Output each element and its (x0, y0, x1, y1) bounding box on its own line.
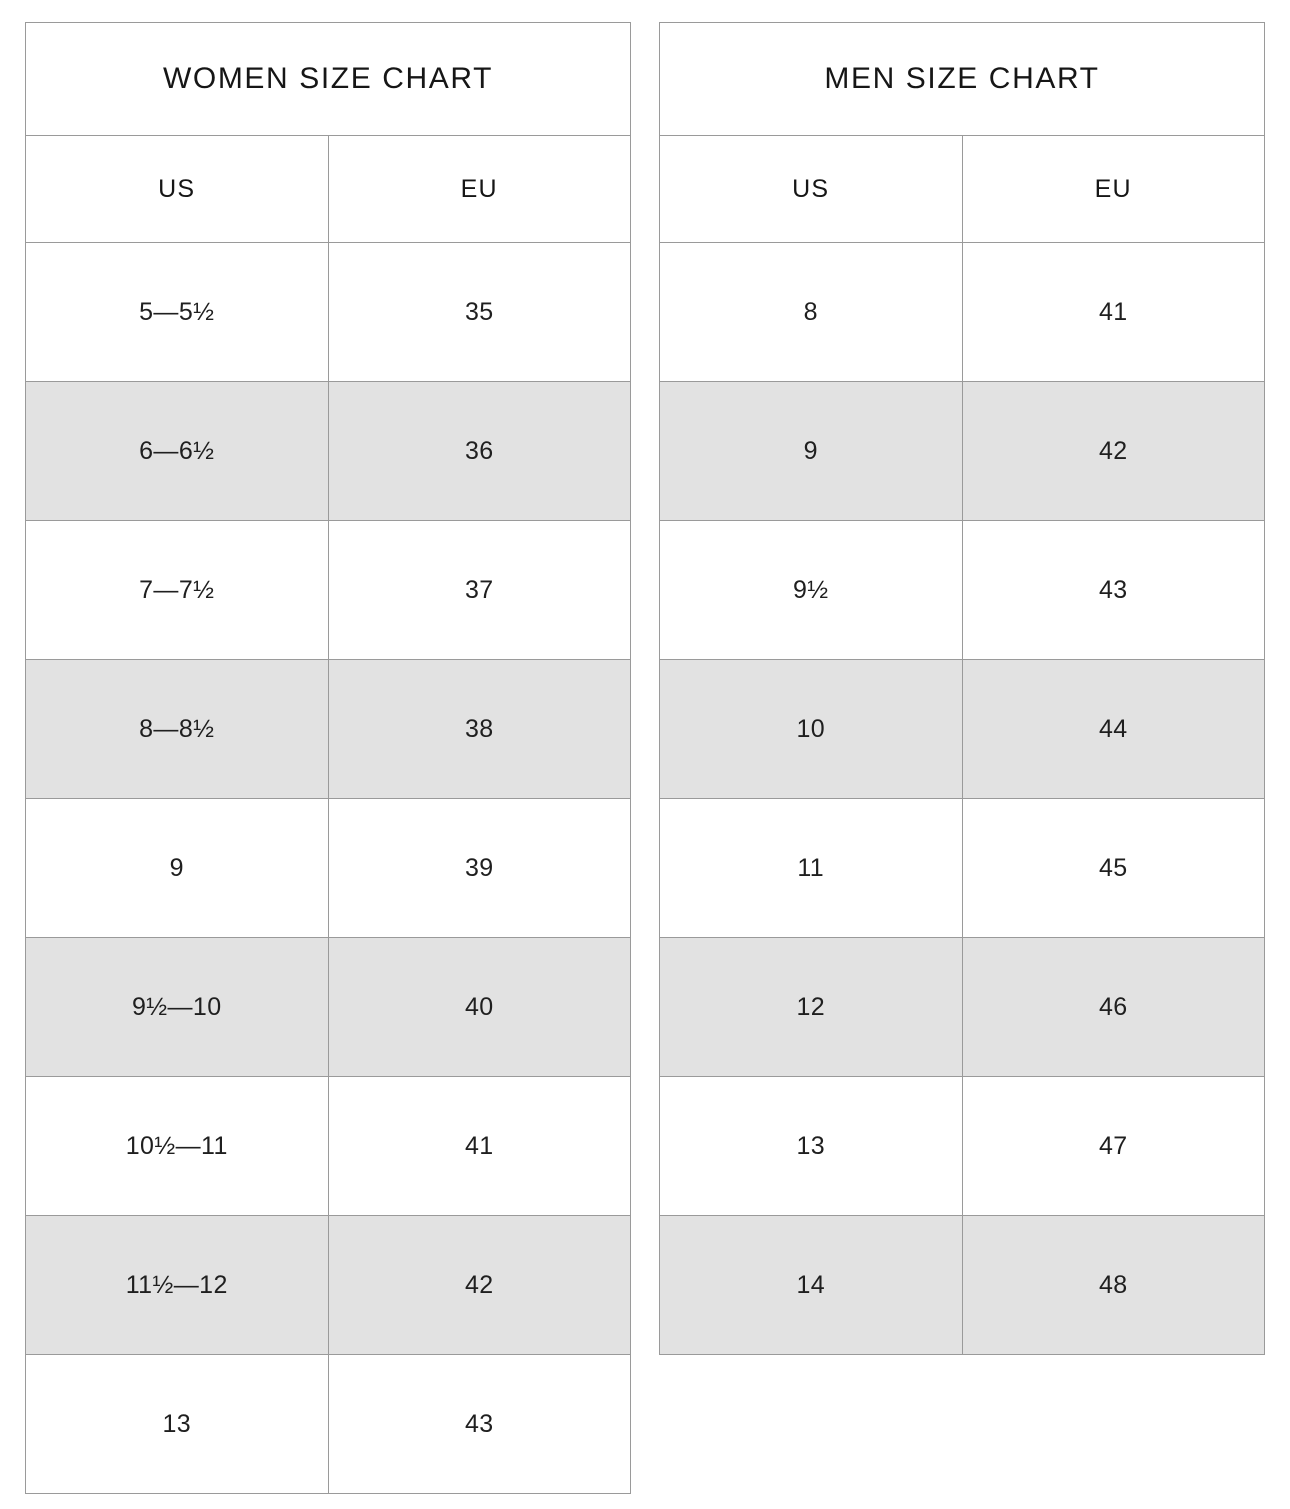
women-column-header-eu: EU (328, 136, 631, 243)
women-us-value: 10½—11 (26, 1077, 329, 1216)
table-row (26, 938, 631, 1077)
men-us-value: 9 (660, 382, 963, 521)
table-row (660, 938, 1265, 1077)
men-eu-value: 42 (962, 382, 1265, 521)
table-row (660, 1077, 1265, 1216)
women-chart-title: WOMEN SIZE CHART (26, 23, 631, 136)
women-size-chart-table (25, 22, 631, 1494)
table-row (26, 799, 631, 938)
men-us-value: 9½ (660, 521, 963, 660)
table-row (26, 521, 631, 660)
table-row (26, 1077, 631, 1216)
women-us-value: 5—5½ (26, 243, 329, 382)
men-chart-title: MEN SIZE CHART (660, 23, 1265, 136)
women-eu-value: 35 (328, 243, 631, 382)
men-eu-value: 45 (962, 799, 1265, 938)
women-us-value: 7—7½ (26, 521, 329, 660)
table-row (26, 1355, 631, 1494)
table-row (660, 382, 1265, 521)
men-eu-value: 46 (962, 938, 1265, 1077)
table-row (660, 521, 1265, 660)
women-eu-value: 43 (328, 1355, 631, 1494)
table-row (660, 799, 1265, 938)
women-us-value: 11½—12 (26, 1216, 329, 1355)
men-column-header-eu: EU (962, 136, 1265, 243)
women-us-value: 13 (26, 1355, 329, 1494)
men-size-chart-table (659, 22, 1265, 1355)
women-us-value: 9 (26, 799, 329, 938)
women-us-value: 6—6½ (26, 382, 329, 521)
men-eu-value: 41 (962, 243, 1265, 382)
women-column-header-us: US (26, 136, 329, 243)
women-eu-value: 39 (328, 799, 631, 938)
men-us-value: 10 (660, 660, 963, 799)
men-column-header-us: US (660, 136, 963, 243)
men-us-value: 8 (660, 243, 963, 382)
women-eu-value: 38 (328, 660, 631, 799)
table-row (26, 382, 631, 521)
table-row (660, 243, 1265, 382)
table-row (660, 660, 1265, 799)
men-eu-value: 47 (962, 1077, 1265, 1216)
women-eu-value: 41 (328, 1077, 631, 1216)
men-us-value: 12 (660, 938, 963, 1077)
men-us-value: 11 (660, 799, 963, 938)
men-us-value: 13 (660, 1077, 963, 1216)
table-row (26, 243, 631, 382)
women-eu-value: 40 (328, 938, 631, 1077)
women-size-chart (25, 22, 631, 1494)
men-size-chart (659, 22, 1265, 1355)
men-eu-value: 48 (962, 1216, 1265, 1355)
table-row (660, 1216, 1265, 1355)
chart-header-row (26, 136, 631, 243)
women-eu-value: 37 (328, 521, 631, 660)
women-eu-value: 36 (328, 382, 631, 521)
chart-header-row (660, 136, 1265, 243)
men-us-value: 14 (660, 1216, 963, 1355)
chart-title-row (660, 23, 1265, 136)
table-row (26, 1216, 631, 1355)
men-eu-value: 44 (962, 660, 1265, 799)
men-eu-value: 43 (962, 521, 1265, 660)
women-us-value: 8—8½ (26, 660, 329, 799)
chart-title-row (26, 23, 631, 136)
table-row (26, 660, 631, 799)
women-us-value: 9½—10 (26, 938, 329, 1077)
women-eu-value: 42 (328, 1216, 631, 1355)
